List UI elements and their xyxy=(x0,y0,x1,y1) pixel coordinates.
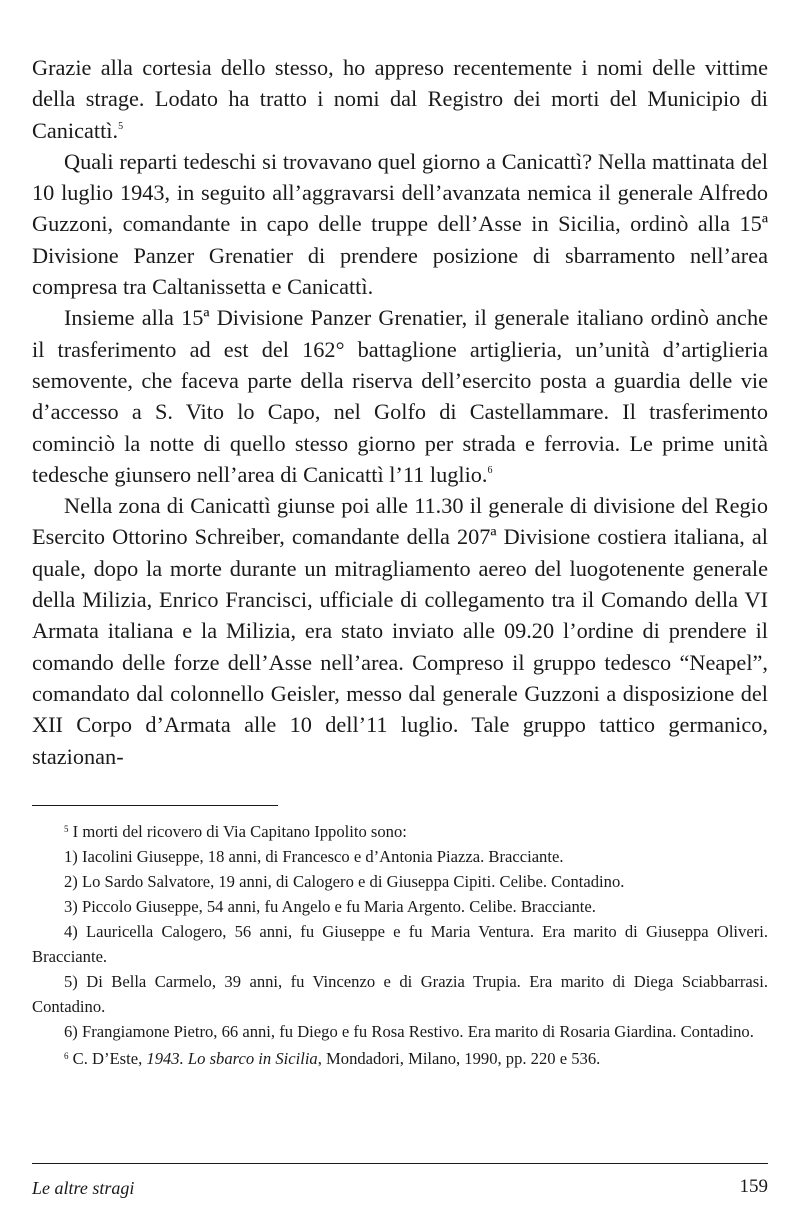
footnote-mark: 6 xyxy=(64,1051,69,1061)
footnote-ref-6[interactable]: 6 xyxy=(487,464,493,476)
footnote-victim-4: 4) Lauricella Calogero, 56 anni, fu Giuseppe e fu Maria Ventura. Era marito di Giuseppa Oliveri. Bracciante. xyxy=(32,922,768,966)
footnote-mark: 5 xyxy=(64,824,69,834)
footer-divider xyxy=(32,1163,768,1164)
page-number: 159 xyxy=(739,1176,768,1197)
paragraph-text: Grazie alla cortesia dello stesso, ho appreso recentemente i nomi delle vittime della strage. Lodato ha tratto i nomi dal Registro dei morti del Municipio di Canicattì. xyxy=(32,55,768,143)
footnote-victim-3: 3) Piccolo Giuseppe, 54 anni, fu Angelo e fu Maria Argento. Celibe. Bracciante. xyxy=(64,897,596,916)
main-text xyxy=(32,52,768,772)
paragraph-text: Nella zona di Canicattì giunse poi alle 11.30 il generale di divisione del Regio Esercito Ottorino Schreiber, comandante della 207ª Divisione costiera italiana, al quale, dopo la morte durante un mitragliamento aereo del luogotenente generale della Milizia, Enrico Francisci, ufficiale di collegamento tra il Comando della VI Armata italiana e la Milizia, era stato inviato alle 09.20 l’ordine di prendere il comando delle forze dell’Asse nell’area. Compreso il gruppo tedesco “Neapel”, comandato dal colonnello Geisler, messo dal generale Guzzoni a disposizione del XII Corpo d’Armata alle 10 dell’11 luglio. Tale gruppo tattico germanico, stazionan- xyxy=(32,493,768,769)
paragraph-1 xyxy=(32,52,768,146)
citation-prefix: C. D’Este, xyxy=(72,1049,147,1068)
paragraph-text: Quali reparti tedeschi si trovavano quel giorno a Canicattì? Nella mattinata del 10 luglio 1943, in seguito all’aggravarsi dell’avanzata nemica il generale Alfredo Guzzoni, comandante in capo delle truppe dell’Asse in Sicilia, ordinò alla 15ª Divisione Panzer Grenatier di prendere posizione di sbarramento nell’area compresa tra Caltanissetta e Canicattì. xyxy=(32,148,768,300)
running-title: Le altre stragi xyxy=(32,1178,135,1198)
footnote-divider xyxy=(32,805,278,806)
footnote-ref-5[interactable]: 5 xyxy=(118,120,124,132)
citation-suffix: , Mondadori, Milano, 1990, pp. 220 e 536. xyxy=(317,1049,601,1068)
footnote-victim-2: 2) Lo Sardo Salvatore, 19 anni, di Calogero e di Giuseppa Cipiti. Celibe. Contadino. xyxy=(64,872,625,891)
footnote-victim-5: 5) Di Bella Carmelo, 39 anni, fu Vincenzo e di Grazia Trupia. Era marito di Diega Sciabbarrasi. Contadino. xyxy=(32,972,768,1016)
footnote-victim-1: 1) Iacolini Giuseppe, 18 anni, di Francesco e d’Antonia Piazza. Bracciante. xyxy=(64,847,564,866)
paragraph-text: Insieme alla 15ª Divisione Panzer Grenatier, il generale italiano ordinò anche il trasferimento ad est del 162° battaglione artiglieria, un’unità d’artiglieria semovente, che faceva parte della riserva dell’esercito posta a guardia delle vie d’accesso a S. Vito lo Capo, nel Golfo di Castellammare. Il trasferimento cominciò la notte di quello stesso giorno per strada e ferrovia. Le prime unità tedesche giunsero nell’area di Canicattì l’11 luglio. xyxy=(32,305,768,487)
footnote-victim-6: 6) Frangiamone Pietro, 66 anni, fu Diego e fu Rosa Restivo. Era marito di Rosaria Giardina. Contadino. xyxy=(64,1022,754,1041)
footnote-5-intro xyxy=(32,817,768,844)
footnote-text: I morti del ricovero di Via Capitano Ippolito sono: xyxy=(72,822,407,841)
citation-title: 1943. Lo sbarco in Sicilia xyxy=(146,1049,318,1068)
paragraph-3 xyxy=(32,302,768,490)
paragraph-4 xyxy=(32,490,768,772)
footnote-6 xyxy=(32,1044,768,1071)
paragraph-2 xyxy=(32,146,768,302)
footnotes xyxy=(32,817,768,1071)
